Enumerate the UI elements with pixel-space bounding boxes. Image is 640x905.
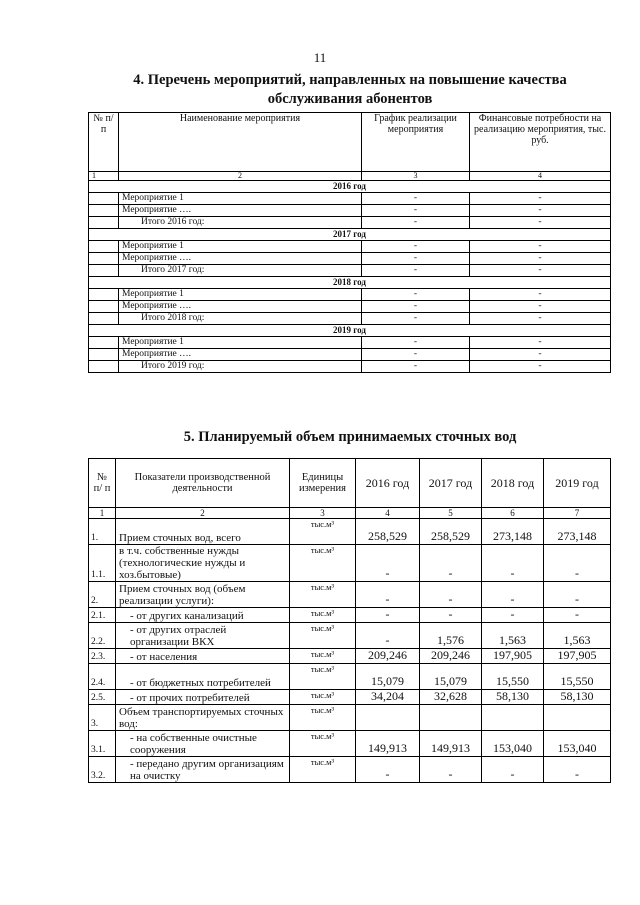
schedule-cell: - bbox=[362, 253, 470, 265]
indicator-name: Прием сточных вод, всего bbox=[116, 519, 290, 545]
value-cell: 149,913 bbox=[356, 731, 420, 757]
value-cell: - bbox=[356, 608, 420, 623]
table-row bbox=[89, 649, 611, 664]
column-number: 4 bbox=[356, 508, 420, 519]
row-number: 1.1. bbox=[89, 545, 116, 582]
table-row bbox=[89, 289, 611, 301]
year-row bbox=[89, 277, 611, 289]
table-row bbox=[89, 690, 611, 705]
row-number: 2.4. bbox=[89, 664, 116, 690]
row-number bbox=[89, 313, 119, 325]
value-cell: 149,913 bbox=[420, 731, 482, 757]
activity-name: Мероприятие 1 bbox=[119, 193, 362, 205]
value-cell: - bbox=[356, 582, 420, 608]
row-number bbox=[89, 217, 119, 229]
table-row bbox=[89, 664, 611, 690]
row-number bbox=[89, 289, 119, 301]
value-cell: - bbox=[356, 623, 420, 649]
column-number: 1 bbox=[89, 508, 116, 519]
value-cell bbox=[482, 705, 544, 731]
finance-cell: - bbox=[470, 361, 611, 373]
unit-cell: тыс.м³ bbox=[290, 545, 356, 582]
year-row bbox=[89, 229, 611, 241]
value-cell: 1,576 bbox=[420, 623, 482, 649]
schedule-cell: - bbox=[362, 265, 470, 277]
finance-cell: - bbox=[470, 241, 611, 253]
column-numbers bbox=[89, 172, 611, 181]
finance-cell: - bbox=[470, 265, 611, 277]
column-header: Наименование мероприятия bbox=[119, 113, 362, 172]
column-number: 3 bbox=[362, 172, 470, 181]
activity-name: Мероприятие …. bbox=[119, 205, 362, 217]
table-row bbox=[89, 545, 611, 582]
table-row bbox=[89, 608, 611, 623]
unit-cell: тыс.м³ bbox=[290, 582, 356, 608]
value-cell: - bbox=[544, 582, 611, 608]
activity-name: Мероприятие …. bbox=[119, 253, 362, 265]
value-cell: 15,550 bbox=[544, 664, 611, 690]
value-cell: 15,079 bbox=[356, 664, 420, 690]
value-cell: 58,130 bbox=[482, 690, 544, 705]
value-cell: 15,079 bbox=[420, 664, 482, 690]
indicator-name: Объем транспортируемых сточных вод: bbox=[116, 705, 290, 731]
indicator-name: Прием сточных вод (объем реализации услуги): bbox=[116, 582, 290, 608]
year-row bbox=[89, 325, 611, 337]
value-cell: - bbox=[356, 545, 420, 582]
indicator-name: - на собственные очистные сооружения bbox=[116, 731, 290, 757]
value-cell: - bbox=[420, 608, 482, 623]
value-cell: - bbox=[544, 608, 611, 623]
finance-cell: - bbox=[470, 205, 611, 217]
finance-cell: - bbox=[470, 289, 611, 301]
section4-title-line1: 4. Перечень мероприятий, направленных на повышение качества bbox=[133, 72, 567, 88]
row-number bbox=[89, 349, 119, 361]
table-row bbox=[89, 217, 611, 229]
year-label: 2019 год bbox=[89, 325, 611, 337]
section4-title-line2: обслуживания абонентов bbox=[267, 91, 433, 107]
activity-name: Мероприятие 1 bbox=[119, 241, 362, 253]
unit-cell: тыс.м³ bbox=[290, 664, 356, 690]
table-row bbox=[89, 705, 611, 731]
column-header: График реализации мероприятия bbox=[362, 113, 470, 172]
schedule-cell: - bbox=[362, 205, 470, 217]
column-number: 4 bbox=[470, 172, 611, 181]
table-row bbox=[89, 205, 611, 217]
value-cell: 58,130 bbox=[544, 690, 611, 705]
value-cell: 153,040 bbox=[544, 731, 611, 757]
unit-cell: тыс.м³ bbox=[290, 705, 356, 731]
row-number bbox=[89, 193, 119, 205]
year-row bbox=[89, 181, 611, 193]
value-cell: - bbox=[544, 545, 611, 582]
value-cell: 1,563 bbox=[482, 623, 544, 649]
activity-name: Итого 2019 год: bbox=[119, 361, 362, 373]
value-cell bbox=[356, 705, 420, 731]
table-row bbox=[89, 361, 611, 373]
column-header: 2018 год bbox=[482, 459, 544, 508]
row-number bbox=[89, 253, 119, 265]
table-row bbox=[89, 301, 611, 313]
schedule-cell: - bbox=[362, 349, 470, 361]
value-cell: - bbox=[356, 757, 420, 783]
row-number bbox=[89, 337, 119, 349]
column-header: 2017 год bbox=[420, 459, 482, 508]
unit-cell: тыс.м³ bbox=[290, 731, 356, 757]
indicator-name: - от прочих потребителей bbox=[116, 690, 290, 705]
column-number: 2 bbox=[119, 172, 362, 181]
value-cell: 197,905 bbox=[482, 649, 544, 664]
unit-cell: тыс.м³ bbox=[290, 608, 356, 623]
column-number: 1 bbox=[89, 172, 119, 181]
value-cell: 209,246 bbox=[356, 649, 420, 664]
finance-cell: - bbox=[470, 217, 611, 229]
column-number: 3 bbox=[290, 508, 356, 519]
table-header bbox=[89, 113, 611, 172]
indicator-name: - передано другим организациям на очистку bbox=[116, 757, 290, 783]
indicator-name: в т.ч. собственные нужды (технологические нужды и хоз.бытовые) bbox=[116, 545, 290, 582]
finance-cell: - bbox=[470, 253, 611, 265]
table-row bbox=[89, 265, 611, 277]
row-number: 3.1. bbox=[89, 731, 116, 757]
finance-cell: - bbox=[470, 337, 611, 349]
value-cell bbox=[420, 705, 482, 731]
value-cell: 209,246 bbox=[420, 649, 482, 664]
value-cell: - bbox=[420, 582, 482, 608]
row-number bbox=[89, 301, 119, 313]
activity-name: Мероприятие …. bbox=[119, 349, 362, 361]
unit-cell: тыс.м³ bbox=[290, 649, 356, 664]
activity-name: Мероприятие 1 bbox=[119, 337, 362, 349]
unit-cell: тыс.м³ bbox=[290, 690, 356, 705]
table-row bbox=[89, 757, 611, 783]
value-cell: - bbox=[420, 545, 482, 582]
schedule-cell: - bbox=[362, 289, 470, 301]
value-cell: - bbox=[482, 757, 544, 783]
column-header: Финансовые потребности на реализацию мероприятия, тыс. руб. bbox=[470, 113, 611, 172]
schedule-cell: - bbox=[362, 241, 470, 253]
row-number: 2.1. bbox=[89, 608, 116, 623]
schedule-cell: - bbox=[362, 217, 470, 229]
value-cell: 197,905 bbox=[544, 649, 611, 664]
column-numbers bbox=[89, 508, 611, 519]
value-cell: 34,204 bbox=[356, 690, 420, 705]
section5-title: 5. Планируемый объем принимаемых сточных вод bbox=[183, 429, 517, 445]
schedule-cell: - bbox=[362, 313, 470, 325]
finance-cell: - bbox=[470, 349, 611, 361]
row-number bbox=[89, 361, 119, 373]
wastewater-table bbox=[88, 458, 611, 783]
row-number bbox=[89, 205, 119, 217]
indicator-name: - от других канализаций bbox=[116, 608, 290, 623]
table-row bbox=[89, 519, 611, 545]
row-number bbox=[89, 241, 119, 253]
column-number: 7 bbox=[544, 508, 611, 519]
activity-name: Мероприятие …. bbox=[119, 301, 362, 313]
table-row bbox=[89, 349, 611, 361]
activities-table bbox=[88, 112, 611, 373]
table-row bbox=[89, 337, 611, 349]
year-label: 2016 год bbox=[89, 181, 611, 193]
value-cell: - bbox=[544, 757, 611, 783]
table-row bbox=[89, 623, 611, 649]
column-header: 2019 год bbox=[544, 459, 611, 508]
table-row bbox=[89, 193, 611, 205]
unit-cell: тыс.м³ bbox=[290, 623, 356, 649]
value-cell: - bbox=[482, 545, 544, 582]
column-number: 5 bbox=[420, 508, 482, 519]
column-header: Единицы измерения bbox=[290, 459, 356, 508]
indicator-name: - от населения bbox=[116, 649, 290, 664]
value-cell: 15,550 bbox=[482, 664, 544, 690]
column-header: № п/п bbox=[89, 113, 119, 172]
value-cell: 153,040 bbox=[482, 731, 544, 757]
page-number: 11 bbox=[313, 50, 327, 65]
schedule-cell: - bbox=[362, 361, 470, 373]
column-header: Показатели производственной деятельности bbox=[116, 459, 290, 508]
table-row bbox=[89, 313, 611, 325]
finance-cell: - bbox=[470, 301, 611, 313]
indicator-name: - от других отраслей организации ВКХ bbox=[116, 623, 290, 649]
row-number: 2. bbox=[89, 582, 116, 608]
value-cell: 258,529 bbox=[420, 519, 482, 545]
value-cell: - bbox=[482, 582, 544, 608]
table-row bbox=[89, 582, 611, 608]
value-cell: 258,529 bbox=[356, 519, 420, 545]
column-header: 2016 год bbox=[356, 459, 420, 508]
year-label: 2018 год bbox=[89, 277, 611, 289]
activity-name: Мероприятие 1 bbox=[119, 289, 362, 301]
activity-name: Итого 2016 год: bbox=[119, 217, 362, 229]
finance-cell: - bbox=[470, 193, 611, 205]
value-cell: - bbox=[482, 608, 544, 623]
row-number: 3.2. bbox=[89, 757, 116, 783]
row-number: 1. bbox=[89, 519, 116, 545]
finance-cell: - bbox=[470, 313, 611, 325]
row-number bbox=[89, 265, 119, 277]
indicator-name: - от бюджетных потребителей bbox=[116, 664, 290, 690]
value-cell: 273,148 bbox=[482, 519, 544, 545]
column-header: № п/ п bbox=[89, 459, 116, 508]
table-row bbox=[89, 253, 611, 265]
schedule-cell: - bbox=[362, 301, 470, 313]
value-cell bbox=[544, 705, 611, 731]
value-cell: 1,563 bbox=[544, 623, 611, 649]
value-cell: 273,148 bbox=[544, 519, 611, 545]
row-number: 2.2. bbox=[89, 623, 116, 649]
column-number: 6 bbox=[482, 508, 544, 519]
value-cell: - bbox=[420, 757, 482, 783]
value-cell: 32,628 bbox=[420, 690, 482, 705]
row-number: 2.5. bbox=[89, 690, 116, 705]
year-label: 2017 год bbox=[89, 229, 611, 241]
schedule-cell: - bbox=[362, 337, 470, 349]
table-row bbox=[89, 731, 611, 757]
row-number: 3. bbox=[89, 705, 116, 731]
unit-cell: тыс.м³ bbox=[290, 519, 356, 545]
table-header bbox=[89, 459, 611, 508]
activity-name: Итого 2017 год: bbox=[119, 265, 362, 277]
activity-name: Итого 2018 год: bbox=[119, 313, 362, 325]
unit-cell: тыс.м³ bbox=[290, 757, 356, 783]
column-number: 2 bbox=[116, 508, 290, 519]
row-number: 2.3. bbox=[89, 649, 116, 664]
table-row bbox=[89, 241, 611, 253]
schedule-cell: - bbox=[362, 193, 470, 205]
